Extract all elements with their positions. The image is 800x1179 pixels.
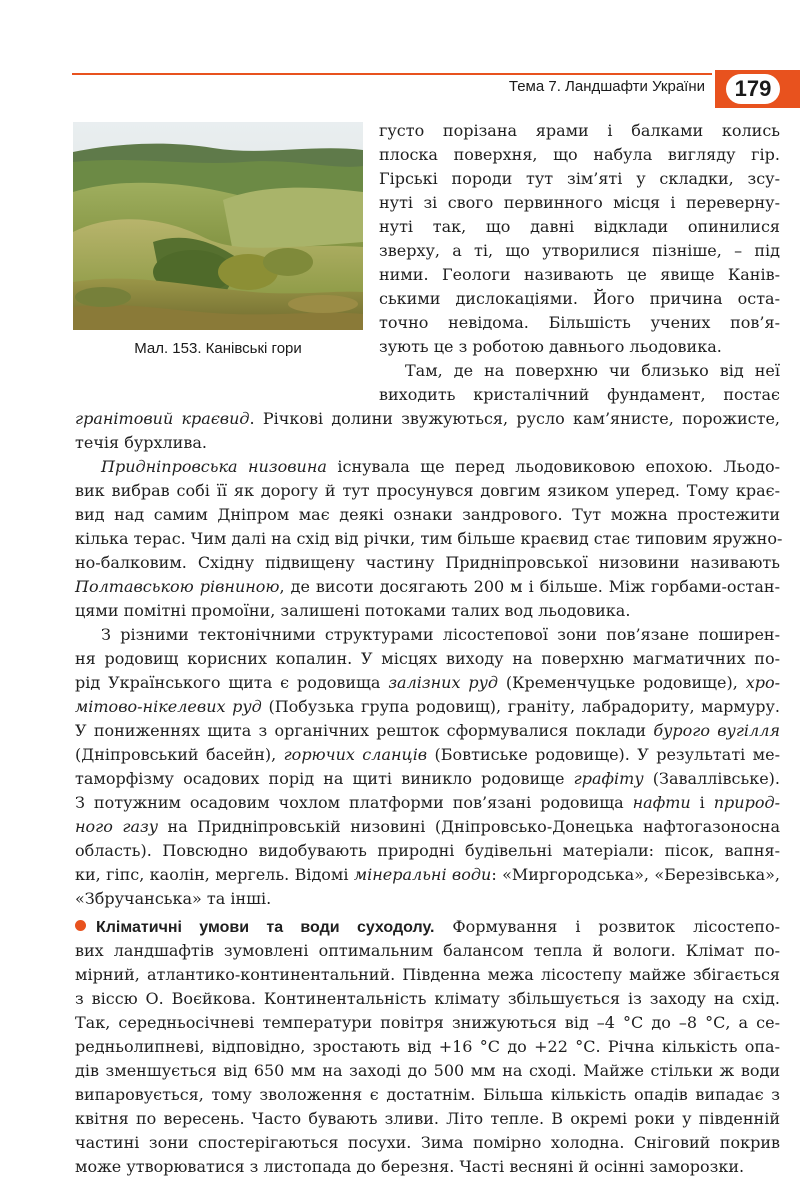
italic-term: горючих сланців <box>283 745 428 764</box>
text-segment: (Побузька група родовищ), граніту, лабрадориту, мармуру. <box>261 697 781 716</box>
text-line <box>75 1059 780 1083</box>
text-line <box>75 431 780 455</box>
text-line <box>379 167 780 191</box>
text-line <box>75 671 780 695</box>
text-segment: таморфізму осадових порід на щиті виникло родовище <box>75 769 574 788</box>
text-segment: ня родовищ корисних копалин. У місцях виходу на поверхню магматичних по- <box>75 649 780 668</box>
text-line <box>75 407 780 431</box>
italic-term: графіту <box>573 769 644 788</box>
text-segment: (Заваллівське). <box>643 769 780 788</box>
text-segment: густо порізана ярами і балками колись <box>379 121 780 140</box>
text-segment: З потужним осадовим чохлом платформи пов’язані родовища <box>75 793 633 812</box>
text-segment: Так, середньосічневі температури повітря знижуються від –4 °С до –8 °С, а се- <box>75 1013 780 1032</box>
text-line <box>75 527 783 551</box>
text-segment: квітня по вересень. Часто бувають зливи. Літо тепле. В окремі роки у південній <box>75 1109 780 1128</box>
section-heading: Кліматичні умови та води суходолу. <box>96 919 435 936</box>
text-line <box>75 551 780 575</box>
text-line <box>379 191 780 215</box>
italic-term: Придніпровська низовина <box>101 457 327 476</box>
text-segment: нуті так, що давні відклади опинилися <box>379 217 780 236</box>
section-bullet-icon <box>75 920 86 931</box>
italic-term: гранітовий краєвид <box>75 409 250 428</box>
text-segment: мірний, атлантико-континентальний. Південна межа лісостепу майже збігається <box>75 965 780 984</box>
text-line <box>75 839 780 863</box>
italic-term: мінеральні води <box>353 865 492 884</box>
text-segment: вих ландшафтів зумовлені оптимальним балансом тепла й вологи. Клімат по- <box>75 941 780 960</box>
text-segment: вид над самим Дніпром має деякі ознаки зандрового. Тут можна простежити <box>75 505 780 524</box>
text-line <box>379 215 780 239</box>
italic-term: ного газу <box>75 817 159 836</box>
text-line <box>75 695 780 719</box>
text-line <box>379 239 780 263</box>
text-segment: ки, гіпс, каолін, мергель. Відомі <box>75 865 354 884</box>
text-segment: область). Повсюдно видобувають природні будівельні матеріали: пісок, вапня- <box>75 841 780 860</box>
text-segment: на Придніпровській низовині (Дніпровсько-Донецька нафтогазоносна <box>158 817 781 836</box>
text-line <box>75 1107 780 1131</box>
text-line <box>75 815 780 839</box>
text-segment: випаровується, тому зволоження є достатнім. Більша кількість опадів випадає з <box>75 1085 780 1104</box>
text-segment: зують це з роботою давнього льодовика. <box>379 337 722 356</box>
text-segment: , де висоти досягають 200 м і більше. Між горбами-остан- <box>279 577 780 596</box>
text-segment: рід Українського щита є родовища <box>75 673 389 692</box>
text-line <box>75 791 780 815</box>
page-number: 179 <box>726 74 780 104</box>
text-line <box>75 623 780 647</box>
italic-term: залізних руд <box>388 673 499 692</box>
text-segment: Формування і розвиток лісостепо- <box>434 917 780 936</box>
text-segment: з віссю О. Воєйкова. Континентальність клімату збільшується із заходу на схід. <box>75 989 780 1008</box>
text-segment: може утворюватися з листопада до березня. Часті весняні й осінні заморозки. <box>75 1157 745 1176</box>
text-segment: З різними тектонічними структурами лісостепової зони пов’язане поширен- <box>101 625 780 644</box>
text-line <box>75 1131 780 1155</box>
text-segment: існувала ще перед льодовиковою епохою. Льодо- <box>326 457 780 476</box>
text-line <box>75 767 780 791</box>
text-line <box>75 915 780 939</box>
text-segment: . Річкові долини звужуються, русло кам’янисте, порожисте, <box>249 409 781 428</box>
text-segment: цями помітні промоїни, залишені потоками талих вод льодовика. <box>75 601 631 620</box>
header-rule <box>72 73 712 75</box>
text-line <box>75 963 780 987</box>
text-segment: но-балковим. Східну підвищену частину Придніпровської низовини називають <box>75 553 780 572</box>
text-line <box>75 743 780 767</box>
text-segment: (Кременчуцьке родовище), <box>498 673 746 692</box>
text-line <box>75 455 780 479</box>
text-line <box>379 335 780 359</box>
text-segment: вик вибрав собі її як дорогу й тут просунувся довгим язиком уперед. Тому крає- <box>75 481 780 500</box>
text-segment: зверху, а ті, що утворилися пізніше, – під <box>379 241 780 260</box>
text-segment: (Дніпровський басейн), <box>75 745 284 764</box>
italic-term: бурого вугілля <box>653 721 780 740</box>
text-segment: У пониженнях щита з органічних решток сформувалися поклади <box>75 721 654 740</box>
italic-term: нафти <box>632 793 691 812</box>
text-segment: виходить кристалічний фундамент, постає <box>379 385 780 404</box>
text-line <box>75 987 780 1011</box>
text-line <box>379 359 780 383</box>
text-line <box>75 1035 780 1059</box>
text-line <box>379 263 780 287</box>
text-line <box>75 1083 780 1107</box>
text-line <box>75 647 780 671</box>
text-segment: редньолипневі, відповідно, зростають від +16 °С до +22 °С. Річна кількість опа- <box>75 1037 780 1056</box>
text-line <box>75 1155 780 1179</box>
text-line <box>379 383 780 407</box>
text-line <box>379 311 780 335</box>
text-line <box>379 119 780 143</box>
text-segment: ними. Геологи називають це явище Канів- <box>379 265 780 284</box>
italic-term: Полтавською рівниною <box>75 577 280 596</box>
text-segment: нуті зі свого первинного місця і переверну- <box>379 193 780 212</box>
text-segment: течія бурхлива. <box>75 433 207 452</box>
text-line <box>75 887 780 911</box>
text-line <box>379 287 780 311</box>
text-line <box>75 503 780 527</box>
text-segment: і <box>690 793 714 812</box>
text-line <box>379 143 780 167</box>
landscape-photo <box>73 122 363 330</box>
text-segment: ськими дислокаціями. Його причина оста- <box>379 289 780 308</box>
text-segment: дів зменшується від 650 мм на заході до 500 мм на сході. Майже стільки ж води <box>75 1061 780 1080</box>
text-segment: частині зони спостерігаються посухи. Зима помірно холодна. Сніговий покрив <box>75 1133 780 1152</box>
text-line <box>75 599 780 623</box>
running-head: Тема 7. Ландшафти України <box>508 78 705 95</box>
text-segment: плоска поверхня, що набула вигляду гір. <box>379 145 780 164</box>
text-segment: точно невідома. Більшість учених пов’я- <box>379 313 780 332</box>
text-segment: Гірські породи тут зім’яті у складки, зсу- <box>379 169 780 188</box>
text-line <box>75 575 780 599</box>
italic-term: мітово-нікелевих руд <box>75 697 262 716</box>
text-segment: кілька терас. Чим далі на схід від річки, тим більше краєвид стає типовим яружно- <box>75 529 783 548</box>
text-segment: : «Миргородська», «Березівська», <box>491 865 781 884</box>
text-segment: (Бовтиське родовище). У результаті ме- <box>427 745 780 764</box>
text-line <box>75 1011 780 1035</box>
italic-term: природ- <box>713 793 780 812</box>
italic-term: хро- <box>745 673 780 692</box>
text-segment: Там, де на поверхню чи близько від неї <box>405 361 780 380</box>
text-line <box>75 719 780 743</box>
text-line <box>75 939 780 963</box>
figure-caption: Мал. 153. Канівські гори <box>134 340 302 357</box>
text-line <box>75 479 780 503</box>
text-segment: «Збручанська» та інші. <box>75 889 272 908</box>
text-line <box>75 863 780 887</box>
